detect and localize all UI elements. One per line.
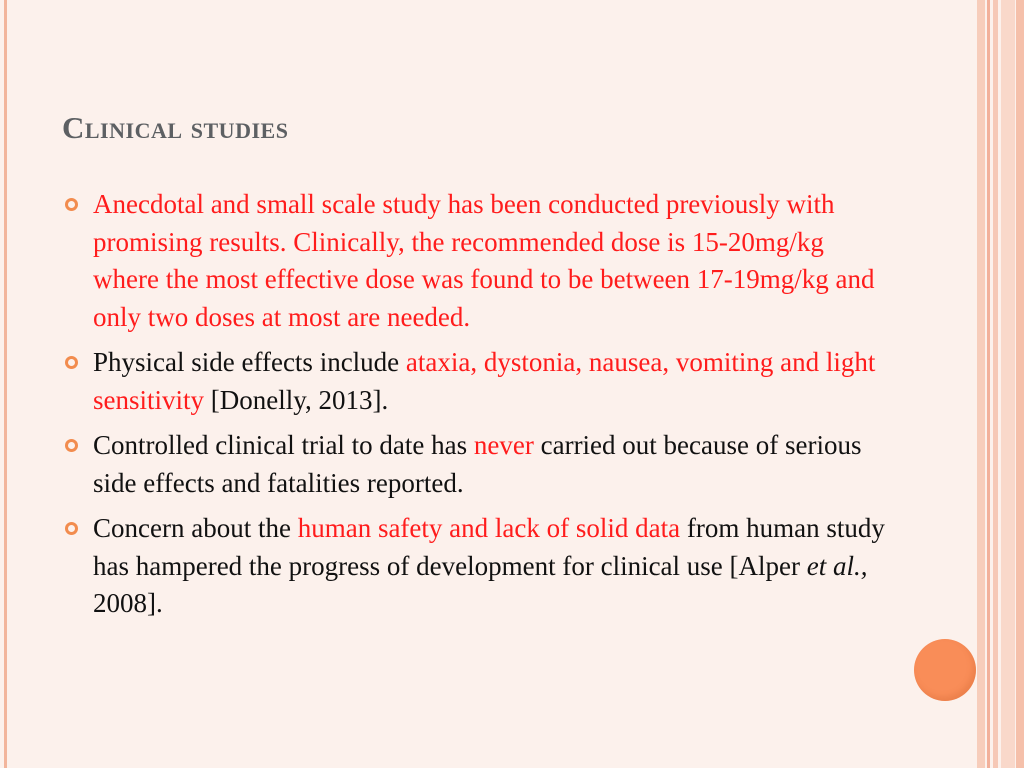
bullet-ring-icon	[65, 198, 78, 211]
bullet-item	[62, 427, 892, 502]
highlighted-text: human safety and lack of solid data	[297, 513, 681, 543]
right-decor-stripe	[993, 0, 998, 768]
bullet-ring-icon	[65, 439, 78, 452]
bullet-text: [Donelly, 2013].	[204, 384, 389, 415]
bullet-text: carried out because of serious side effects and fatalities reported.	[93, 430, 862, 498]
citation-italic: et al.,	[806, 550, 868, 581]
bullet-item	[62, 344, 892, 419]
right-decor-stripe	[977, 0, 985, 768]
bullet-item	[62, 510, 892, 623]
bullet-text: Physical side effects include	[93, 347, 406, 377]
right-decor-stripe	[987, 0, 990, 768]
bullet-text: Concern about the	[93, 513, 298, 543]
highlighted-text: ataxia, dystonia, nausea, vomiting and light sensitivity	[93, 347, 876, 415]
bullet-ring-icon	[65, 356, 78, 369]
left-border-line	[4, 0, 7, 768]
bullet-item	[62, 186, 892, 336]
bullet-text: Anecdotal and small scale study has been conducted previously with promising results. Clinically, the recommended dose is 15-20mg/kg where the most effective dose was found to be between 17-19mg/kg and only two doses at most are needed.	[93, 189, 875, 332]
bullet-text: 2008].	[93, 588, 163, 618]
slide-title: Clinical studies	[62, 110, 289, 145]
decorative-circle	[914, 639, 976, 701]
bullet-text: Controlled clinical trial to date has	[93, 430, 474, 460]
bullet-list	[62, 186, 892, 631]
bullet-ring-icon	[65, 522, 78, 535]
right-decor-stripe	[1001, 0, 1015, 768]
right-decor-stripe	[1016, 0, 1024, 768]
highlighted-text: never	[473, 430, 534, 460]
bullet-text: from human study has hampered the progress of development for clinical use [Alper	[93, 513, 885, 581]
